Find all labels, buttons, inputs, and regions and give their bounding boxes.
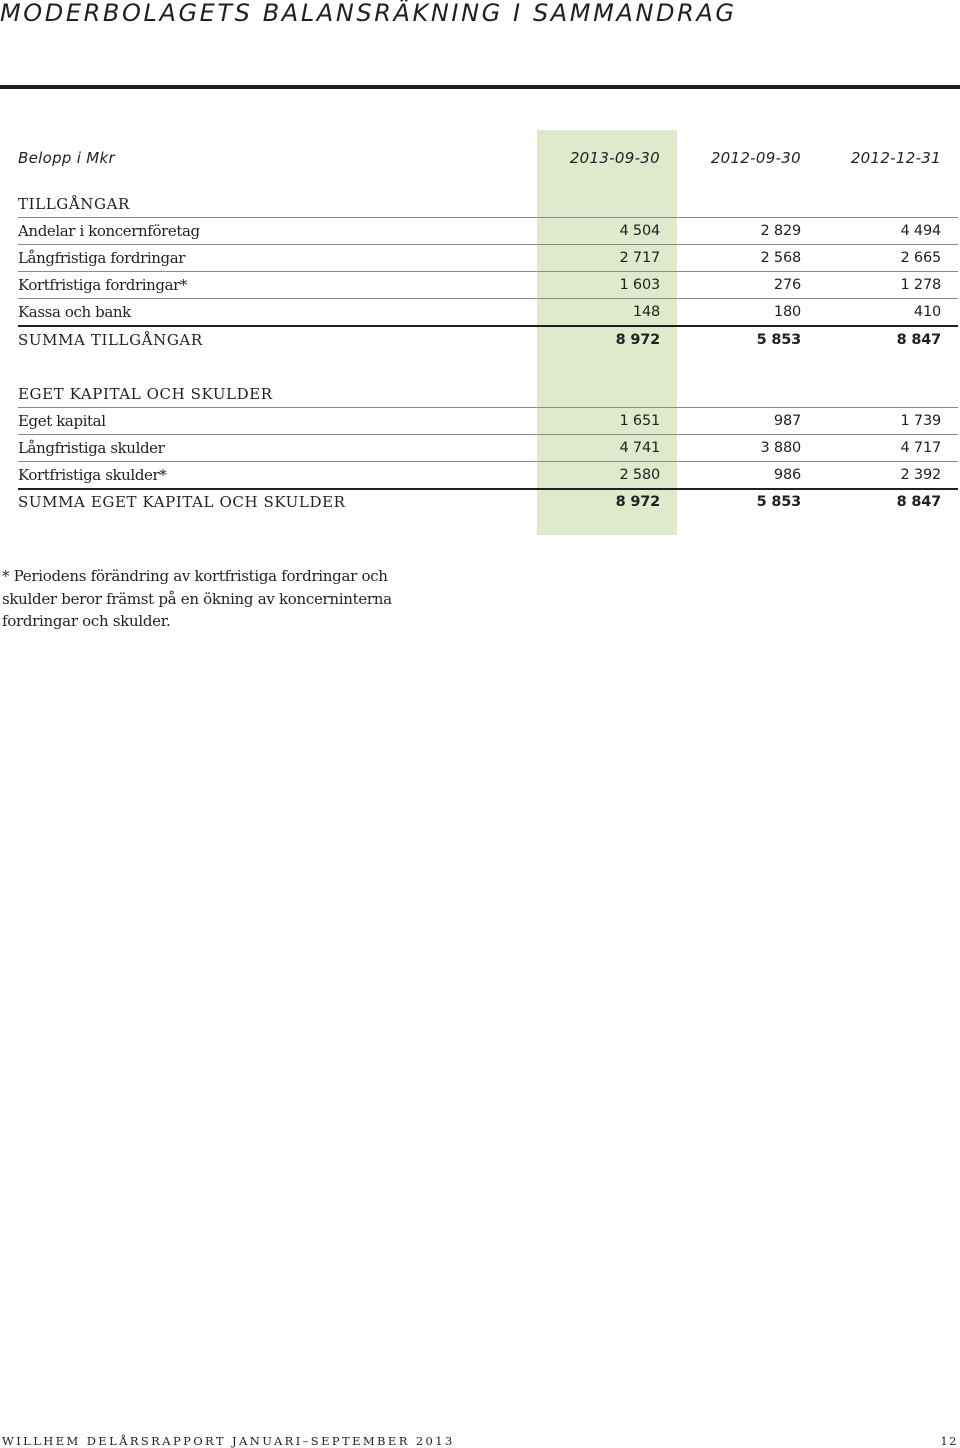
value-2013-09-30: 4 741 <box>619 440 660 456</box>
title-divider <box>0 85 960 89</box>
table-row <box>18 299 958 327</box>
header-label: Belopp i Mkr <box>18 149 116 167</box>
header-col-2: 2012-09-30 <box>710 149 801 167</box>
value-2012-12-31: 2 665 <box>900 250 941 266</box>
header-col-1: 2013-09-30 <box>569 149 660 167</box>
table-row <box>18 462 958 490</box>
section-heading-assets <box>18 191 958 218</box>
footnote: * Periodens förändring av kortfristiga fordringar och skulder beror främst på en ökning av koncerninterna fordringar och skulder. <box>2 567 392 630</box>
value-2012-12-31: 410 <box>913 304 941 320</box>
total-2012-12-31: 8 847 <box>896 494 941 510</box>
row-label: Kortfristiga skulder* <box>18 466 167 484</box>
value-2013-09-30: 4 504 <box>619 223 660 239</box>
footer-report-title: WILLHEM DELÅRSRAPPORT JANUARI–SEPTEMBER 2013 <box>2 1434 455 1448</box>
section-heading-equity <box>18 381 958 408</box>
row-label: Långfristiga skulder <box>18 439 165 457</box>
value-2012-12-31: 2 392 <box>900 467 941 483</box>
table-row <box>18 245 958 272</box>
total-label: SUMMA EGET KAPITAL OCH SKULDER <box>18 493 346 511</box>
value-2012-09-30: 2 568 <box>760 250 801 266</box>
table-row <box>18 218 958 245</box>
value-2012-09-30: 3 880 <box>760 440 801 456</box>
header-col-3: 2012-12-31 <box>850 149 941 167</box>
value-2013-09-30: 1 603 <box>619 277 660 293</box>
table-row <box>18 435 958 462</box>
row-label: Kortfristiga fordringar* <box>18 276 187 294</box>
section-heading-label: TILLGÅNGAR <box>18 195 130 213</box>
value-2012-12-31: 4 717 <box>900 440 941 456</box>
value-2012-09-30: 180 <box>773 304 801 320</box>
total-2012-09-30: 5 853 <box>756 332 801 348</box>
table-header <box>18 145 958 171</box>
value-2013-09-30: 2 717 <box>619 250 660 266</box>
page-title: MODERBOLAGETS BALANSRÄKNING I SAMMANDRAG <box>0 0 737 27</box>
page-number: 12 <box>940 1434 958 1448</box>
value-2012-12-31: 1 278 <box>900 277 941 293</box>
total-2012-12-31: 8 847 <box>896 332 941 348</box>
value-2012-12-31: 1 739 <box>900 413 941 429</box>
row-label: Kassa och bank <box>18 303 131 321</box>
value-2012-12-31: 4 494 <box>900 223 941 239</box>
value-2013-09-30: 1 651 <box>619 413 660 429</box>
total-row-assets <box>18 327 958 353</box>
total-2012-09-30: 5 853 <box>756 494 801 510</box>
section-heading-label: EGET KAPITAL OCH SKULDER <box>18 385 273 403</box>
total-2013-09-30: 8 972 <box>615 494 660 510</box>
row-label: Eget kapital <box>18 412 106 430</box>
value-2013-09-30: 148 <box>632 304 660 320</box>
value-2012-09-30: 276 <box>773 277 801 293</box>
total-2013-09-30: 8 972 <box>615 332 660 348</box>
value-2013-09-30: 2 580 <box>619 467 660 483</box>
table-row <box>18 408 958 435</box>
total-row-equity <box>18 489 958 515</box>
table-row <box>18 272 958 299</box>
value-2012-09-30: 987 <box>773 413 801 429</box>
total-label: SUMMA TILLGÅNGAR <box>18 331 203 349</box>
row-label: Andelar i koncernföretag <box>18 222 200 240</box>
value-2012-09-30: 986 <box>773 467 801 483</box>
row-label: Långfristiga fordringar <box>18 249 186 267</box>
value-2012-09-30: 2 829 <box>760 223 801 239</box>
